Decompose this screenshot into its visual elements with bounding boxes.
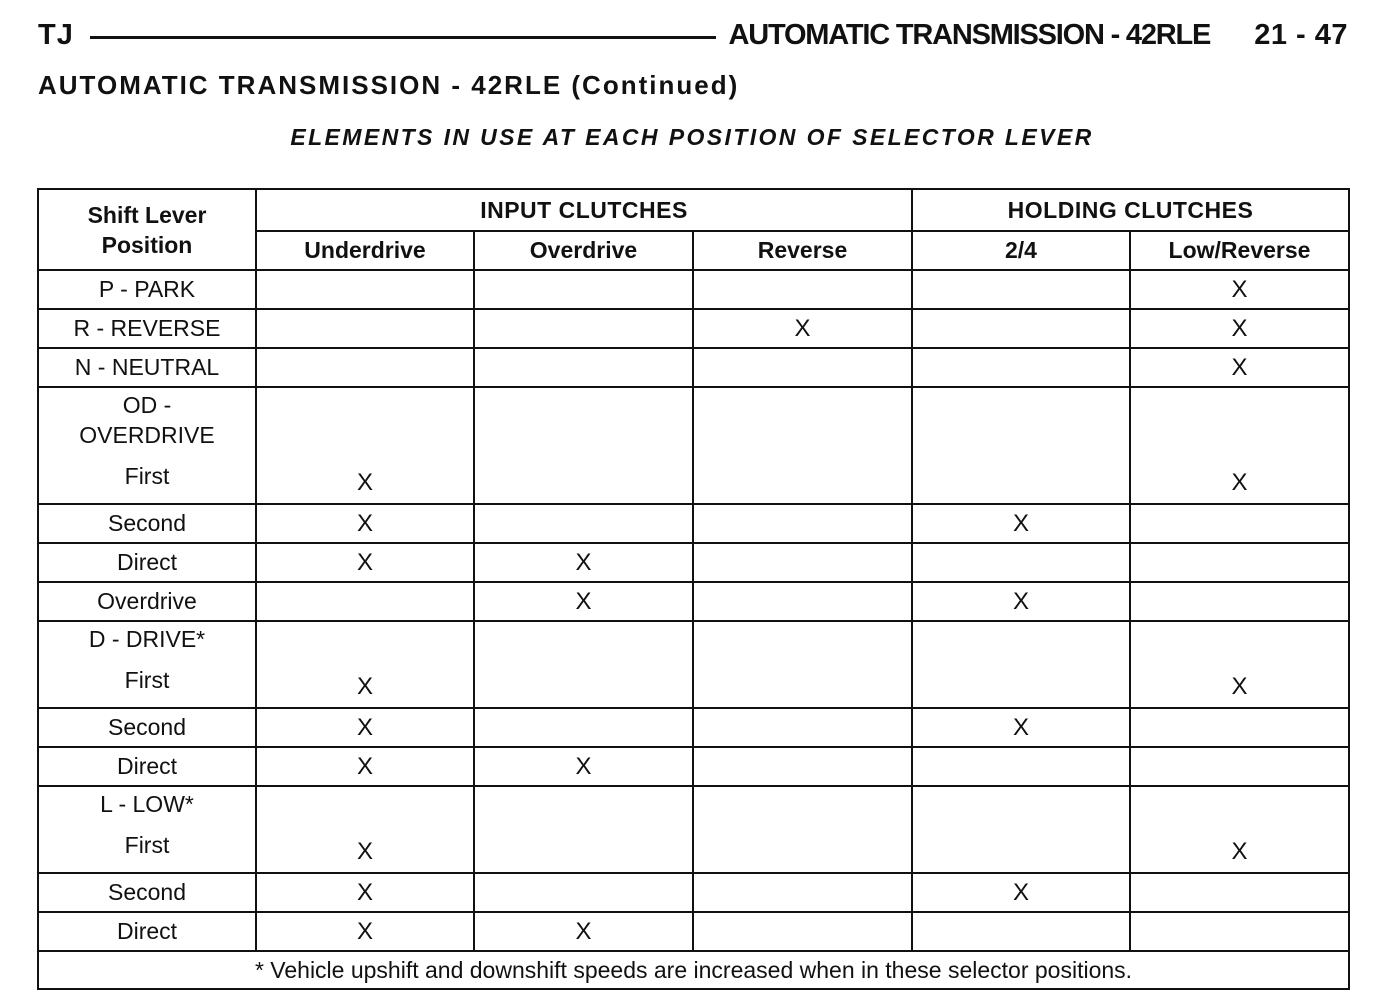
table-cell: X xyxy=(1130,387,1349,504)
table-cell: X xyxy=(1130,309,1349,348)
holding-clutches-header: HOLDING CLUTCHES xyxy=(912,189,1349,231)
table-cell xyxy=(693,747,912,786)
table-cell xyxy=(474,387,693,504)
table-cell xyxy=(1130,504,1349,543)
table-cell xyxy=(474,786,693,873)
position-header-line2: Position xyxy=(101,231,193,258)
table-cell: X xyxy=(256,708,474,747)
table-cell xyxy=(474,708,693,747)
table-row xyxy=(38,270,1349,309)
table-cell xyxy=(1130,543,1349,582)
position-label xyxy=(38,621,256,708)
position-label: Second xyxy=(38,504,256,543)
table-cell xyxy=(1130,747,1349,786)
table-cell xyxy=(693,708,912,747)
table-cell xyxy=(912,621,1130,708)
range-group-label: D - DRIVE* xyxy=(88,626,206,652)
column-header: Underdrive xyxy=(256,231,474,270)
table-row xyxy=(38,873,1349,912)
table-cell xyxy=(1130,912,1349,951)
position-label: Direct xyxy=(38,747,256,786)
table-cell xyxy=(474,348,693,387)
table-cell xyxy=(912,270,1130,309)
position-label: Direct xyxy=(38,912,256,951)
range-group-label: L - LOW* xyxy=(100,791,194,817)
table-cell xyxy=(256,309,474,348)
range-group-label: OVERDRIVE xyxy=(79,422,215,448)
table-cell xyxy=(912,309,1130,348)
page-number: 21 - 47 xyxy=(1254,18,1348,51)
table-cell xyxy=(474,504,693,543)
table-row xyxy=(38,543,1349,582)
table-cell: X xyxy=(1130,786,1349,873)
table-cell: X xyxy=(256,786,474,873)
section-title: AUTOMATIC TRANSMISSION - 42RLE (Continued) xyxy=(38,70,740,100)
table-cell: X xyxy=(474,582,693,621)
table-row xyxy=(38,621,1349,708)
chapter-title: AUTOMATIC TRANSMISSION - 42RLE xyxy=(728,18,1211,51)
table-cell: X xyxy=(912,708,1130,747)
table-row xyxy=(38,582,1349,621)
shift-lever-position-header xyxy=(38,189,256,270)
column-header: 2/4 xyxy=(912,231,1130,270)
table-cell xyxy=(693,873,912,912)
table-cell xyxy=(693,504,912,543)
running-head xyxy=(38,14,1348,56)
table-cell xyxy=(1130,582,1349,621)
table-cell: X xyxy=(693,309,912,348)
table-cell xyxy=(693,582,912,621)
table-row xyxy=(38,786,1349,873)
table-cell xyxy=(693,348,912,387)
table-row xyxy=(38,387,1349,504)
table-cell xyxy=(693,543,912,582)
position-label: R - REVERSE xyxy=(38,309,256,348)
gear-label: First xyxy=(124,667,170,693)
table-cell: X xyxy=(256,387,474,504)
table-cell xyxy=(474,309,693,348)
table-cell xyxy=(256,348,474,387)
table-cell xyxy=(474,270,693,309)
table-cell: X xyxy=(1130,348,1349,387)
table-cell xyxy=(912,786,1130,873)
column-header: Low/Reverse xyxy=(1130,231,1349,270)
table-cell xyxy=(256,270,474,309)
table-cell xyxy=(693,270,912,309)
table-cell xyxy=(912,912,1130,951)
position-label xyxy=(38,387,256,504)
table-row xyxy=(38,708,1349,747)
table-row xyxy=(38,747,1349,786)
table-row xyxy=(38,309,1349,348)
position-label: Second xyxy=(38,708,256,747)
table-cell: X xyxy=(256,747,474,786)
range-group-label: OD - xyxy=(122,392,172,418)
model-code: TJ xyxy=(38,18,74,51)
table-cell xyxy=(474,873,693,912)
position-label: P - PARK xyxy=(38,270,256,309)
table-cell xyxy=(693,786,912,873)
table-cell xyxy=(693,621,912,708)
position-label: Overdrive xyxy=(38,582,256,621)
table-cell: X xyxy=(256,621,474,708)
footnote-row xyxy=(38,951,1349,989)
position-header-line1: Shift Lever xyxy=(87,201,207,228)
table-cell xyxy=(912,543,1130,582)
table-cell: X xyxy=(912,873,1130,912)
table-cell xyxy=(256,582,474,621)
table-cell: X xyxy=(256,504,474,543)
table-cell xyxy=(912,348,1130,387)
table-cell: X xyxy=(474,747,693,786)
table-cell: X xyxy=(474,543,693,582)
column-header: Overdrive xyxy=(474,231,693,270)
table-caption: ELEMENTS IN USE AT EACH POSITION OF SELECTOR LEVER xyxy=(290,124,1094,150)
gear-label: First xyxy=(124,832,170,858)
table-row xyxy=(38,348,1349,387)
position-label: Second xyxy=(38,873,256,912)
table-cell xyxy=(1130,708,1349,747)
clutch-application-table xyxy=(37,188,1350,990)
gear-label: First xyxy=(124,463,170,489)
table-cell xyxy=(1130,873,1349,912)
table-cell: X xyxy=(256,912,474,951)
table-row xyxy=(38,912,1349,951)
column-header: Reverse xyxy=(693,231,912,270)
position-label: N - NEUTRAL xyxy=(38,348,256,387)
table-cell: X xyxy=(912,582,1130,621)
table-cell: X xyxy=(256,543,474,582)
position-label: Direct xyxy=(38,543,256,582)
table-cell xyxy=(693,912,912,951)
table-row xyxy=(38,504,1349,543)
input-clutches-header: INPUT CLUTCHES xyxy=(256,189,912,231)
table-cell: X xyxy=(474,912,693,951)
table-cell xyxy=(912,387,1130,504)
header-rule xyxy=(90,36,717,39)
position-label xyxy=(38,786,256,873)
table-cell: X xyxy=(1130,270,1349,309)
table-cell xyxy=(474,621,693,708)
table-cell: X xyxy=(1130,621,1349,708)
table-body xyxy=(38,270,1349,989)
table-cell: X xyxy=(256,873,474,912)
footnote: * Vehicle upshift and downshift speeds are increased when in these selector positions. xyxy=(38,951,1349,989)
table-cell xyxy=(912,747,1130,786)
table-cell: X xyxy=(912,504,1130,543)
table-cell xyxy=(693,387,912,504)
